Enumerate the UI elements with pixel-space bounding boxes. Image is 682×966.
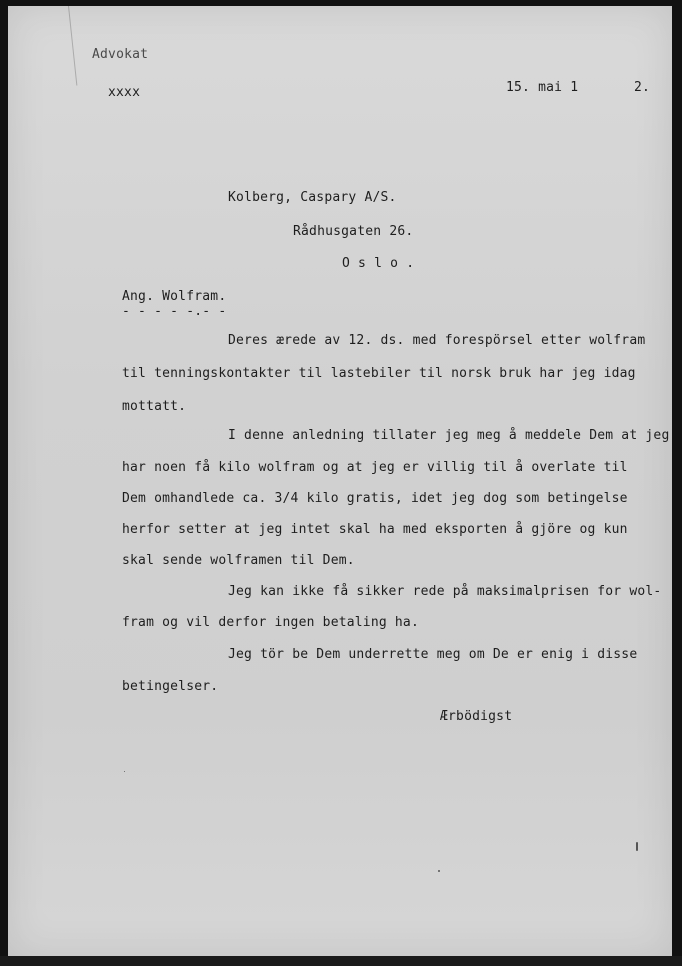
closing-salutation: Ærbödigst — [440, 709, 513, 724]
body-line: betingelser. — [122, 679, 219, 694]
body-line: fram og vil derfor ingen betaling ha. — [122, 615, 419, 630]
date-suffix: 2. — [634, 80, 651, 95]
body-line: Deres ærede av 12. ds. med forespörsel etter wolfram — [228, 333, 646, 348]
body-line: Jeg kan ikke få sikker rede på maksimalprisen for wol- — [228, 584, 662, 599]
body-line: skal sende wolframen til Dem. — [122, 553, 355, 568]
body-line: Jeg tör be Dem underrette meg om De er enig i disse — [228, 647, 638, 662]
recipient-city: O s l o . — [342, 256, 415, 271]
recipient-street: Rådhusgaten 26. — [293, 224, 414, 239]
subject-underline: - - - - -.- - — [122, 304, 227, 319]
body-line: herfor setter at jeg intet skal ha med eksporten å gjöre og kun — [122, 522, 628, 537]
body-line: til tenningskontakter til lastebiler til norsk bruk har jeg idag — [122, 366, 636, 381]
body-line: har noen få kilo wolfram og at jeg er villig til å overlate til — [122, 460, 628, 475]
date-text: 15. mai 1 — [506, 80, 579, 95]
ink-speck — [438, 870, 440, 872]
paper-crease — [68, 6, 77, 86]
body-line: Dem omhandlede ca. 3/4 kilo gratis, idet jeg dog som betingelse — [122, 491, 628, 506]
ink-speck — [636, 842, 638, 851]
letterhead-title: Advokat — [92, 47, 149, 62]
body-line: mottatt. — [122, 399, 187, 414]
photo-bottom-edge — [0, 956, 682, 966]
subject-line: Ang. Wolfram. — [122, 289, 227, 304]
ink-speck — [124, 771, 125, 772]
recipient-name: Kolberg, Caspary A/S. — [228, 190, 397, 205]
body-line: I denne anledning tillater jeg meg å meddele Dem at jeg — [228, 428, 670, 443]
reference-code: xxxx — [108, 85, 141, 100]
letter-page — [8, 6, 672, 956]
